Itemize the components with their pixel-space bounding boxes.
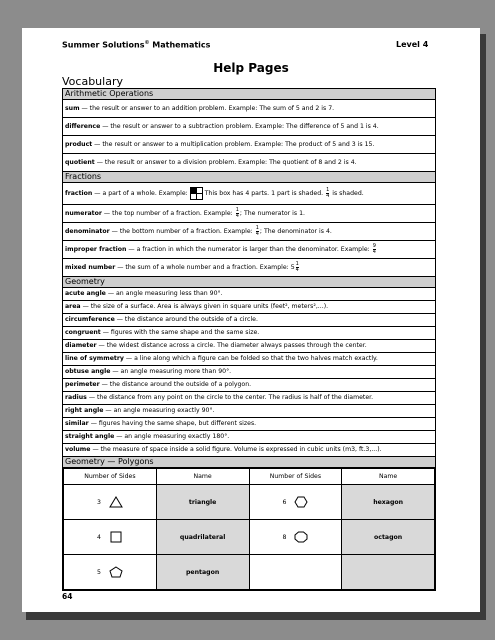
table-row	[64, 520, 435, 555]
name-cell: octagon	[342, 520, 435, 555]
square-icon	[109, 531, 123, 543]
level-label: Level 4	[396, 40, 429, 49]
section-heading-fractions: Fractions	[63, 172, 435, 183]
term-row-acute-angle: acute angle — an angle measuring less than 90°.	[63, 288, 435, 301]
term-row-improper-fraction: improper fraction — a fraction in which the numerator is larger than the denominator. Example: $\frac{9}{4}$	[63, 241, 435, 259]
polygons-table	[63, 468, 435, 590]
term-row-difference: difference — the result or answer to a subtraction problem. Example: The difference of 5 and 1 is 4.	[63, 118, 435, 136]
col-header-sides: Number of Sides	[64, 469, 157, 485]
term-row-line-of-symmetry: line of symmetry — a line along which a figure can be folded so that the two halves match exactly.	[63, 353, 435, 366]
col-header-sides: Number of Sides	[249, 469, 342, 485]
fraction-quarter: $\frac{1}{4}$	[295, 260, 299, 273]
sides-cell: 8	[249, 520, 342, 555]
sides-cell: 3	[64, 485, 157, 520]
term-row-quotient: quotient — the result or answer to a division problem. Example: The quotient of 8 and 2 is 4.	[63, 154, 435, 172]
octagon-icon	[294, 531, 308, 543]
term-row-volume: volume — the measure of space inside a solid figure. Volume is expressed in cubic units (m3, ft.3,...).	[63, 444, 435, 457]
term-row-numerator: numerator — the top number of a fraction. Example: $\frac{1}{4}$ ; The numerator is 1.	[63, 205, 435, 223]
pentagon-icon	[109, 566, 123, 578]
name-cell	[342, 555, 435, 590]
sides-cell: 6	[249, 485, 342, 520]
term-row-circumference: circumference — the distance around the outside of a circle.	[63, 314, 435, 327]
name-cell: hexagon	[342, 485, 435, 520]
hexagon-icon	[294, 496, 308, 508]
triangle-icon	[109, 496, 123, 508]
term-row-radius: radius — the distance from any point on the circle to the center. The radius is half of the diameter.	[63, 392, 435, 405]
fraction-quarter: $\frac{1}{4}$	[255, 224, 259, 237]
term-row-congruent: congruent — figures with the same shape and the same size.	[63, 327, 435, 340]
table-row	[64, 555, 435, 590]
vocabulary-heading: Vocabulary	[62, 75, 123, 88]
fraction-quarter: $\frac{1}{4}$	[326, 186, 330, 199]
term-row-area: area — the size of a surface. Area is always given in square units (feet², meters²,...).	[63, 301, 435, 314]
term-row-straight-angle: straight angle — an angle measuring exactly 180°.	[63, 431, 435, 444]
vocabulary-box	[62, 88, 436, 591]
term-row-fraction: fraction — a part of a whole. Example: This box has 4 parts. 1 part is shaded. $\frac{1}{4}$ is shaded.	[63, 183, 435, 205]
term-row-right-angle: right angle — an angle measuring exactly 90°.	[63, 405, 435, 418]
term-row-perimeter: perimeter — the distance around the outside of a polygon.	[63, 379, 435, 392]
col-header-name: Name	[156, 469, 249, 485]
term-row-sum: sum — the result or answer to an addition problem. Example: The sum of 5 and 2 is 7.	[63, 100, 435, 118]
fraction-quarter: $\frac{1}{4}$	[235, 206, 239, 219]
sides-cell: 4	[64, 520, 157, 555]
name-cell: quadrilateral	[156, 520, 249, 555]
sides-cell: 5	[64, 555, 157, 590]
sides-cell	[249, 555, 342, 590]
book-title: Summer Solutions© Mathematics	[62, 40, 211, 50]
table-row	[64, 485, 435, 520]
section-heading-arithmetic: Arithmetic Operations	[63, 89, 435, 100]
section-heading-polygons: Geometry — Polygons	[63, 457, 435, 468]
term-row-denominator: denominator — the bottom number of a fraction. Example: $\frac{1}{4}$ ; The denominator is 4.	[63, 223, 435, 241]
shaded-grid-icon	[190, 187, 203, 200]
fraction-nine-quarters: $\frac{9}{4}$	[372, 242, 376, 255]
term-row-similar: similar — figures having the same shape, but different sizes.	[63, 418, 435, 431]
term-row-diameter: diameter — the widest distance across a circle. The diameter always passes through the center.	[63, 340, 435, 353]
page-number: 64	[62, 592, 73, 601]
term-row-obtuse-angle: obtuse angle — an angle measuring more than 90°.	[63, 366, 435, 379]
name-cell: triangle	[156, 485, 249, 520]
name-cell: pentagon	[156, 555, 249, 590]
page-title: Help Pages	[213, 61, 289, 75]
worksheet-page	[22, 28, 480, 612]
term-row-product: product — the result or answer to a multiplication problem. Example: The product of 5 and 3 is 15.	[63, 136, 435, 154]
col-header-name: Name	[342, 469, 435, 485]
section-heading-geometry: Geometry	[63, 277, 435, 288]
term-row-mixed-number: mixed number — the sum of a whole number and a fraction. Example: 5 $\frac{1}{4}$	[63, 259, 435, 277]
